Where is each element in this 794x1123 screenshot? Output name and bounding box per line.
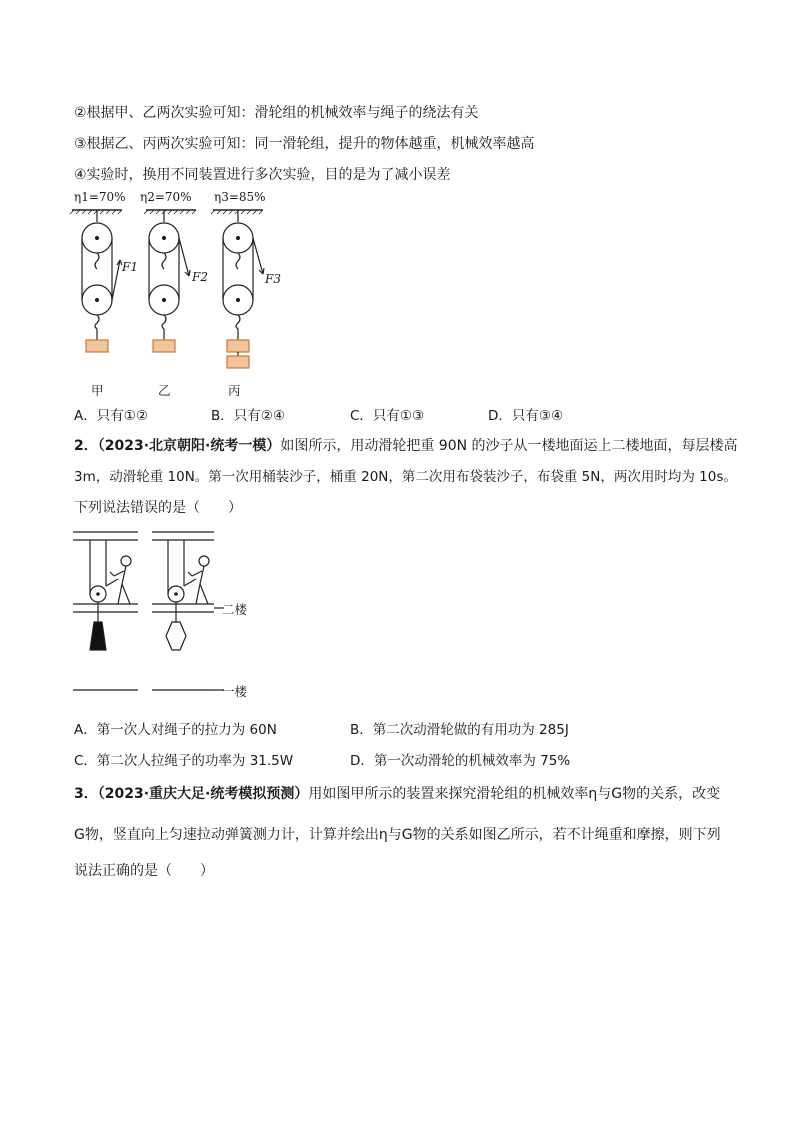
eta2-label: η2=70% — [140, 190, 192, 204]
statement-2: ②根据甲、乙两次实验可知：滑轮组的机械效率与绳子的绕法有关 — [74, 105, 479, 121]
label-bing: 丙 — [228, 383, 241, 398]
q3-text-1: 用如图甲所示的装置来探究滑轮组的机械效率η与G物的关系，改变 — [308, 786, 721, 802]
floor2-label: 二楼 — [222, 602, 248, 617]
force-f2-label: F2 — [192, 270, 208, 284]
setup-bag — [166, 540, 209, 650]
statement-4: ④实验时，换用不同装置进行多次实验，目的是为了减小误差 — [74, 167, 451, 183]
q2-line3: 下列说法错误的是（ ） — [74, 500, 242, 516]
q1-option-b: B．只有②④ — [211, 408, 285, 424]
q2-line2: 3m，动滑轮重 10N。第一次用桶装沙子，桶重 20N，第二次用布袋装沙子，布袋重 5N，两次用时均为 10s。 — [74, 469, 737, 485]
pulley-figure-2 — [68, 524, 268, 704]
q2-line1 — [74, 436, 738, 456]
eta1-label: η1=70% — [74, 190, 126, 204]
ceiling-3 — [211, 210, 263, 214]
q3-source: （2023·重庆大足·统考模拟预测） — [97, 786, 309, 802]
q2-option-c: C．第二次人拉绳子的功率为 31.5W — [74, 753, 294, 769]
q1-option-c: C．只有①③ — [350, 408, 425, 424]
setup-bucket — [90, 540, 131, 650]
q2-option-a: A．第一次人对绳子的拉力为 60N — [74, 722, 277, 738]
pulley-figure-1 — [68, 188, 281, 400]
q2-text-1: 如图所示，用动滑轮把重 90N 的沙子从一楼地面运上二楼地面，每层楼高 — [280, 438, 738, 454]
q2-source: （2023·北京朝阳·统考一模） — [97, 438, 281, 454]
pulley-diagram-svg — [68, 188, 278, 400]
q2-option-d: D．第一次动滑轮的机械效率为 75% — [350, 753, 571, 769]
q3-line3: 说法正确的是（ ） — [74, 863, 214, 879]
pulley-setup-bing — [223, 210, 264, 368]
pulley-setup-yi — [149, 210, 190, 352]
q3-number: 3． — [74, 786, 98, 802]
q1-option-a: A．只有①② — [74, 408, 148, 424]
pulley-setup-jia — [82, 210, 122, 352]
ceiling-2 — [144, 210, 196, 214]
statement-3: ③根据乙、丙两次实验可知：同一滑轮组，提升的物体越重，机械效率越高 — [74, 136, 535, 152]
force-f1-label: F1 — [122, 260, 138, 274]
eta3-label: η3=85% — [214, 190, 266, 204]
q2-option-b: B．第二次动滑轮做的有用功为 285J — [350, 722, 569, 738]
q1-option-d: D．只有③④ — [488, 408, 564, 424]
label-jia: 甲 — [91, 383, 104, 398]
q2-number: 2． — [74, 438, 98, 454]
force-f3-label: F3 — [265, 272, 281, 286]
ceiling-1 — [70, 210, 122, 214]
q3-line1 — [74, 784, 720, 804]
q3-line2: G物，竖直向上匀速拉动弹簧测力计，计算并绘出η与G物的关系如图乙所示，若不计绳重和摩擦，则下列 — [74, 827, 721, 843]
floor1-label: 一楼 — [222, 684, 248, 699]
label-yi: 乙 — [158, 383, 171, 398]
